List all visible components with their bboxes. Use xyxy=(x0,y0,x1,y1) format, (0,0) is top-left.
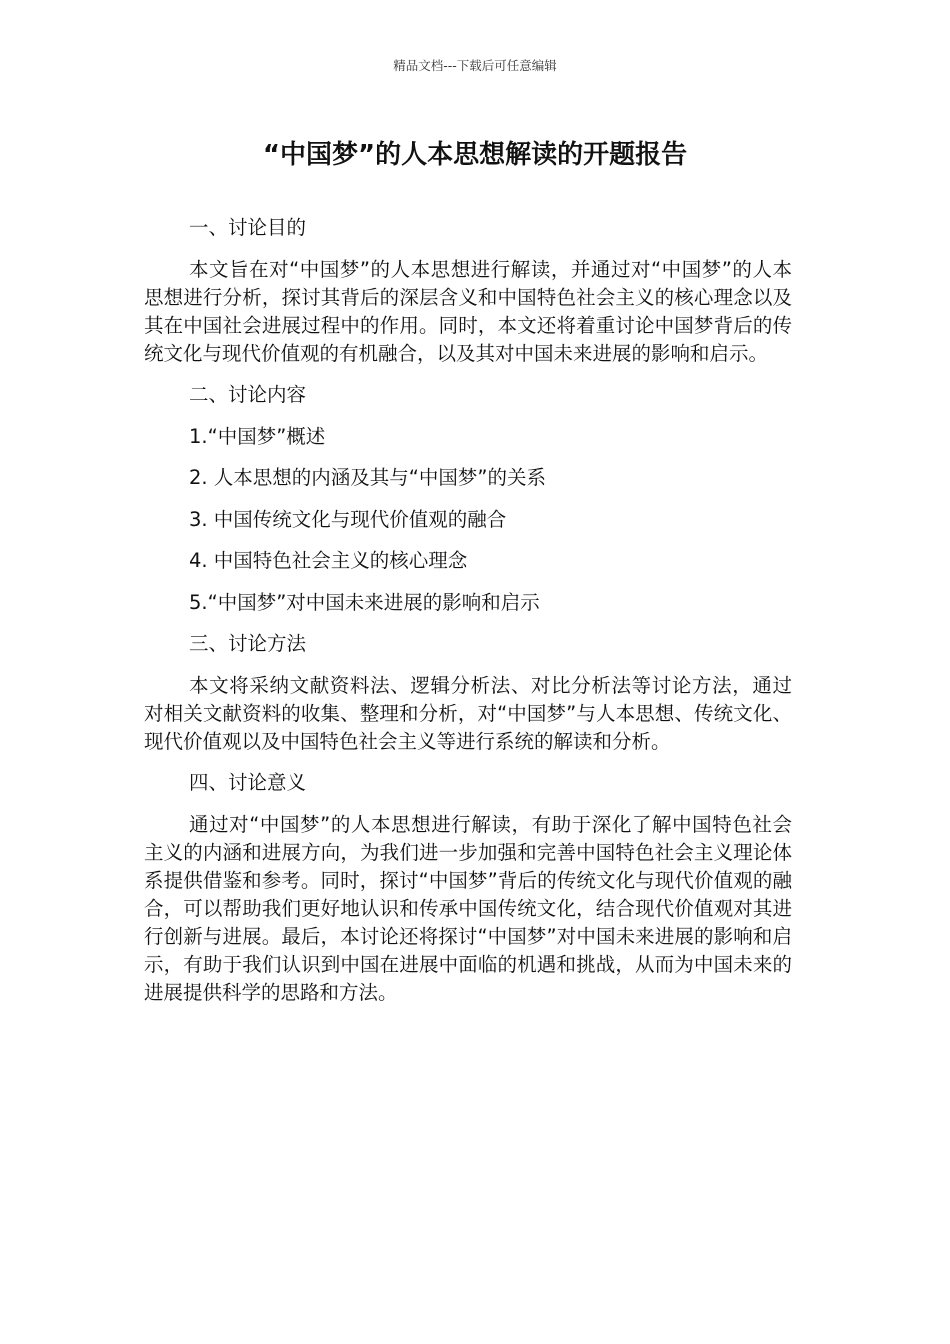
list-item: 4. 中国特色社会主义的核心理念 xyxy=(189,549,468,572)
section-paragraph-significance: 通过对“中国梦”的人本思想进行解读，有助于深化了解中国特色社会主义的内涵和进展方向，为我们进一步加强和完善中国特色社会主义理论体系提供借鉴和参考。同时，探讨“中国梦”背后的传统文化与现代价值观的融合，可以帮助我们更好地认识和传承中国传统文化，结合现代价值观对其进行创新与进展。最后，本讨论还将探讨“中国梦”对中国未来进展的影响和启示，有助于我们认识到中国在进展中面临的机遇和挑战，从而为中国未来的进展提供科学的思路和方法。 xyxy=(144,812,792,1004)
section-paragraph-purpose: 本文旨在对“中国梦”的人本思想进行解读，并通过对“中国梦”的人本思想进行分析，探讨其背后的深层含义和中国特色社会主义的核心理念以及其在中国社会进展过程中的作用。同时，本文还将着重讨论中国梦背后的传统文化与现代价值观的有机融合，以及其对中国未来进展的影响和启示。 xyxy=(144,257,792,365)
list-item: 2. 人本思想的内涵及其与“中国梦”的关系 xyxy=(189,466,547,489)
section-heading-content: 二、讨论内容 xyxy=(189,383,307,406)
header-note: 精品文档---下载后可任意编辑 xyxy=(393,58,557,73)
section-heading-purpose: 一、讨论目的 xyxy=(189,216,307,239)
section-heading-significance: 四、讨论意义 xyxy=(189,771,307,794)
list-item: 5.“中国梦”对中国未来进展的影响和启示 xyxy=(189,590,540,614)
section-heading-method: 三、讨论方法 xyxy=(189,632,307,655)
section-paragraph-method: 本文将采纳文献资料法、逻辑分析法、对比分析法等讨论方法，通过对相关文献资料的收集、整理和分析，对“中国梦”与人本思想、传统文化、现代价值观以及中国特色社会主义等进行系统的解读和分析。 xyxy=(144,673,792,753)
document-body xyxy=(144,214,792,1020)
list-item: 1.“中国梦”概述 xyxy=(189,424,326,448)
list-item: 3. 中国传统文化与现代价值观的融合 xyxy=(189,507,507,531)
document-title: “中国梦”的人本思想解读的开题报告 xyxy=(262,140,688,170)
